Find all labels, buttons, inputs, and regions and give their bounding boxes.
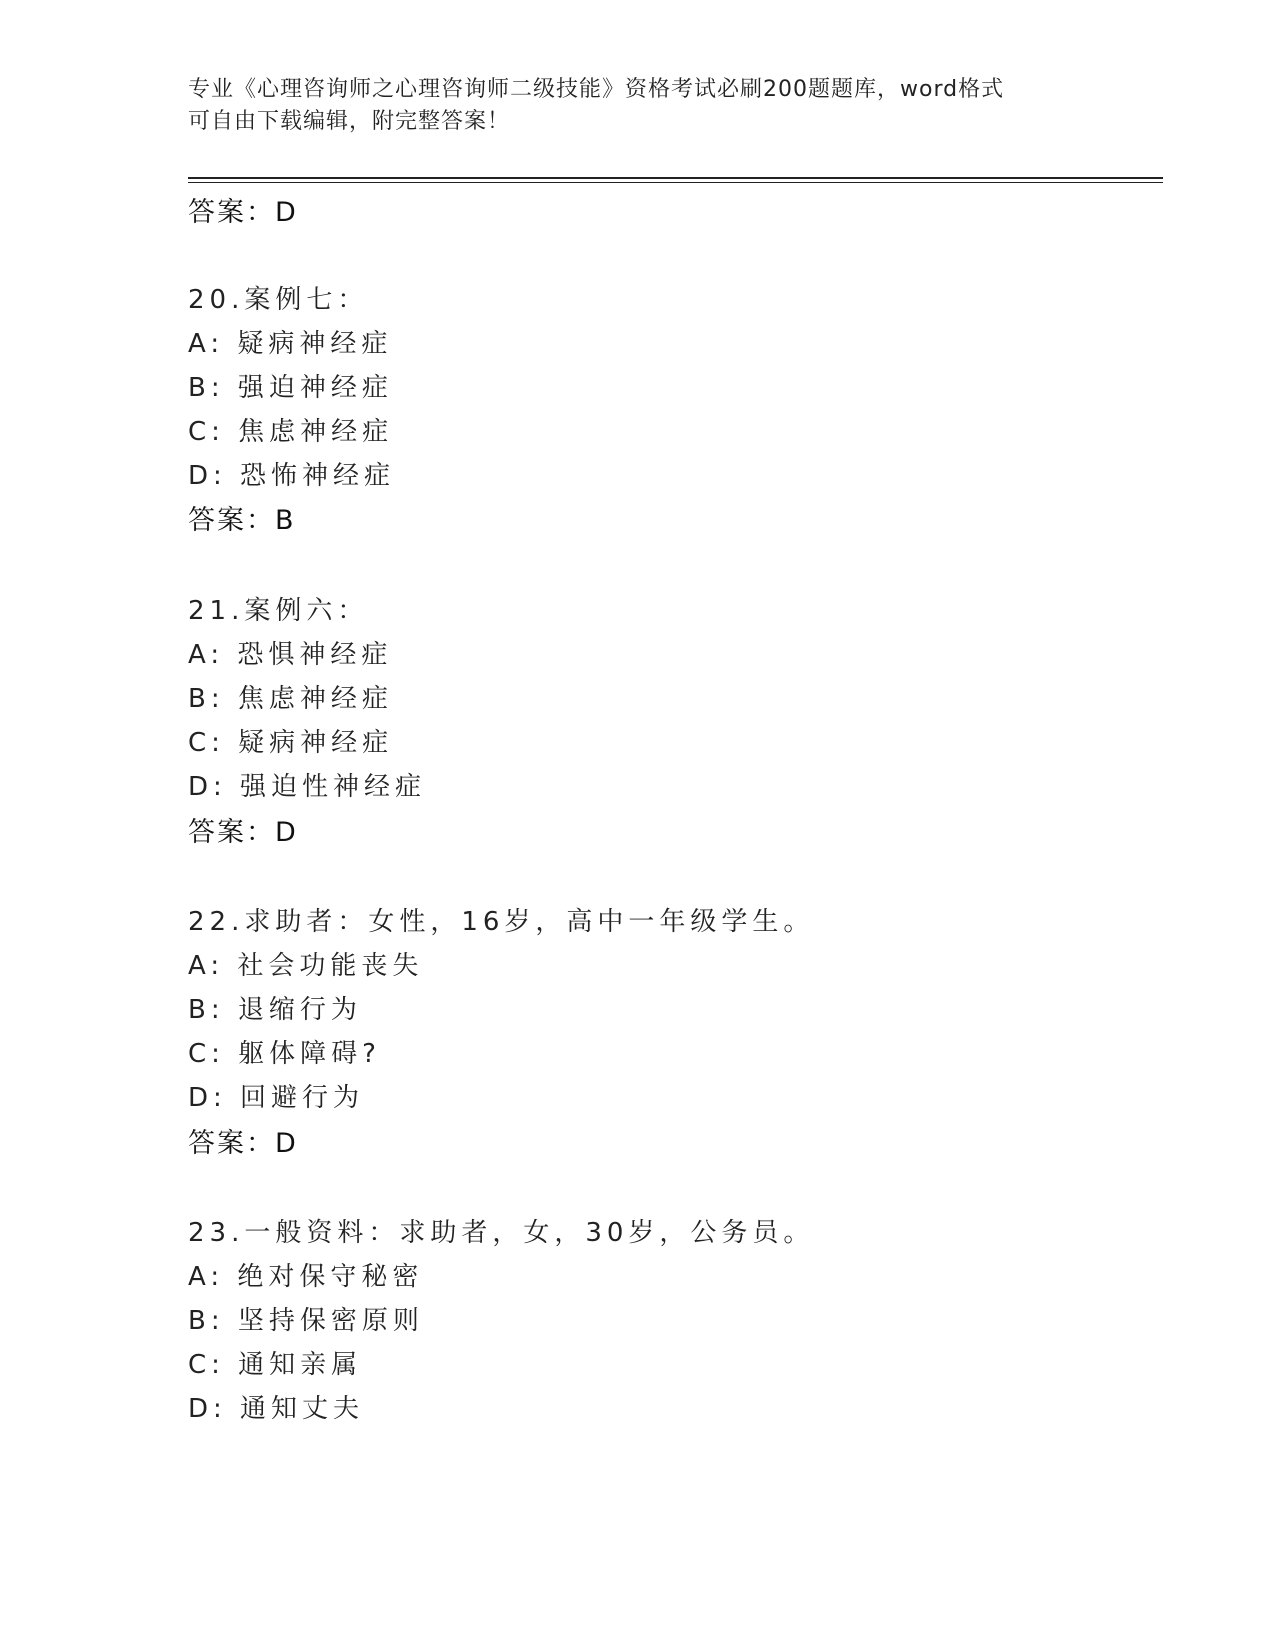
option-b: B: 焦虑神经症: [188, 684, 393, 714]
question-stem: 22.求助者：女性，16岁，高中一年级学生。: [188, 907, 815, 937]
question-stem: 20.案例七：: [188, 285, 369, 315]
question-stem: 21.案例六：: [188, 596, 369, 626]
header-text: [188, 74, 1088, 138]
question-stem: 23.一般资料：求助者，女，30岁，公务员。: [188, 1218, 815, 1248]
answer-line: 答案：D: [188, 817, 298, 848]
option-a: A: 恐惧神经症: [188, 640, 393, 670]
option-d: D: 通知丈夫: [188, 1394, 365, 1424]
option-c: C: 焦虑神经症: [188, 417, 394, 447]
option-b: B: 退缩行为: [188, 995, 362, 1025]
option-a: A: 绝对保守秘密: [188, 1262, 424, 1292]
option-d: D: 回避行为: [188, 1083, 365, 1113]
header-line-2: 可自由下载编辑，附完整答案！: [188, 109, 511, 134]
option-a: A: 社会功能丧失: [188, 951, 424, 981]
option-d: D: 强迫性神经症: [188, 772, 427, 802]
option-c: C: 疑病神经症: [188, 728, 394, 758]
header-line-1: 专业《心理咨询师之心理咨询师二级技能》资格考试必刷200题题库，word格式: [188, 77, 1005, 102]
header-rule-thin: [188, 182, 1163, 183]
answer-line: 答案：B: [188, 505, 296, 536]
header-rule-thick: [188, 177, 1163, 179]
option-a: A: 疑病神经症: [188, 329, 393, 359]
option-c: C: 通知亲属: [188, 1350, 363, 1380]
answer-line: 答案：D: [188, 1128, 298, 1159]
option-b: B: 强迫神经症: [188, 373, 393, 403]
option-c: C: 躯体障碍?: [188, 1039, 381, 1069]
answer-line: 答案：D: [188, 197, 298, 228]
option-b: B: 坚持保密原则: [188, 1306, 424, 1336]
option-d: D: 恐怖神经症: [188, 461, 396, 491]
